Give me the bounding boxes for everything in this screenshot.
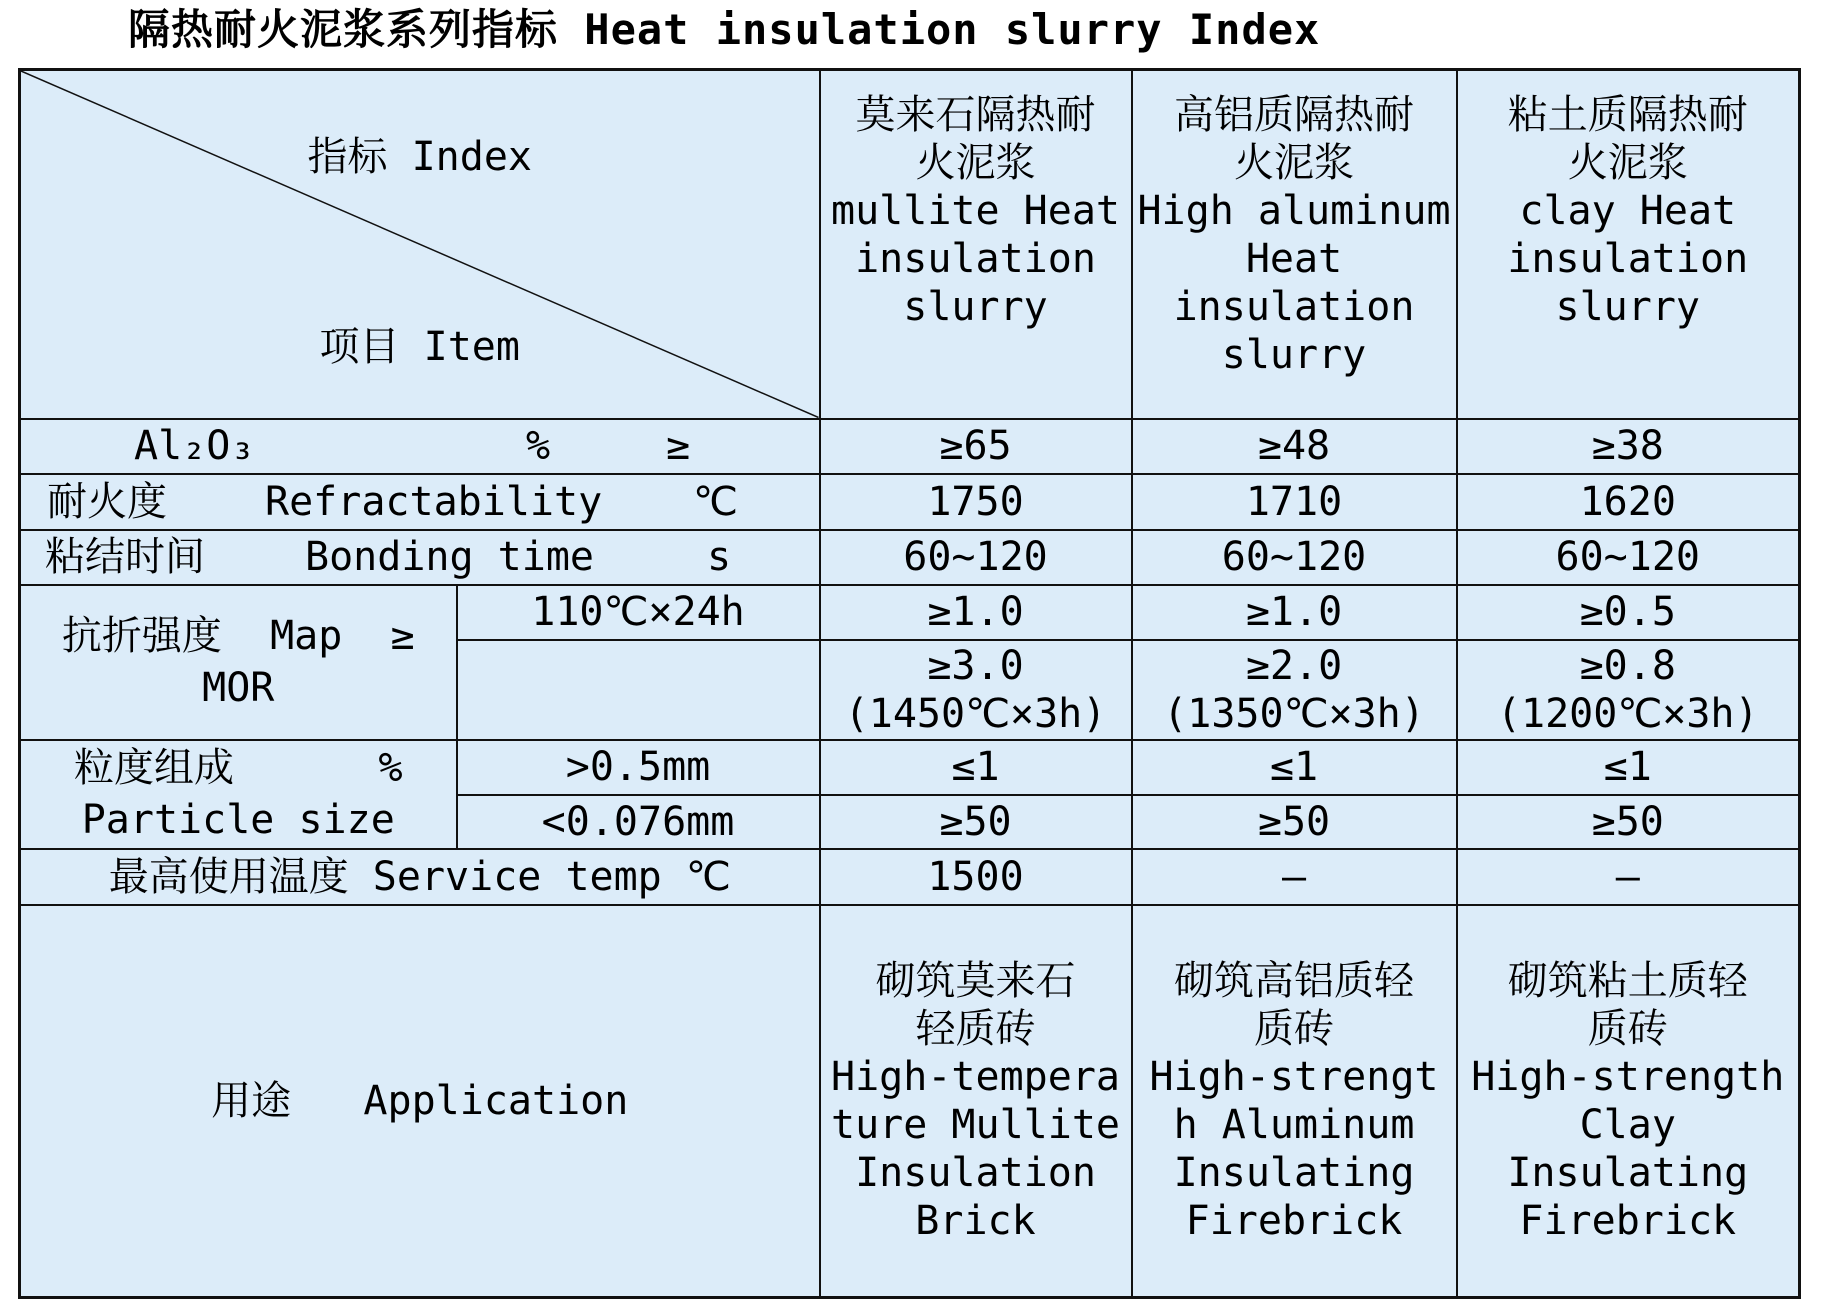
row-mor-110c	[20, 585, 1800, 640]
mor-label-line2: MOR	[202, 665, 275, 711]
row-bonding-time	[20, 530, 1800, 585]
particle-coarse-value-mullite: ≤1	[820, 740, 1132, 795]
row-particle-coarse	[20, 740, 1800, 795]
refractability-unit: ℃	[693, 478, 738, 525]
particle-fine-value-clay: ≥50	[1457, 795, 1800, 849]
refractability-value-high-aluminum: 1710	[1132, 474, 1457, 530]
particle-coarse-value-clay: ≤1	[1457, 740, 1800, 795]
bonding-time-unit: s	[707, 534, 732, 580]
row-label-al2o3	[20, 419, 820, 474]
spec-table	[18, 68, 1801, 1299]
corner-header-cell	[20, 70, 820, 419]
mor-fired-value-mullite: ≥3.0 (1450℃×3h)	[820, 640, 1132, 740]
application-value-clay: 砌筑粘土质轻 质砖 High-strength Clay Insulating Firebrick	[1457, 905, 1800, 1298]
refractability-en: Refractability	[265, 478, 603, 525]
particle-coarse-value-high-aluminum: ≤1	[1132, 740, 1457, 795]
bonding-time-value-mullite: 60~120	[820, 530, 1132, 585]
column-header-clay: 粘土质隔热耐 火泥浆 clay Heat insulation slurry	[1457, 70, 1800, 419]
refractability-cn: 耐火度	[47, 478, 167, 525]
row-al2o3	[20, 419, 1800, 474]
particle-sub1-condition: >0.5mm	[457, 740, 820, 795]
al2o3-formula: Al₂O₃	[134, 423, 255, 469]
mor-sub1-condition: 110℃×24h	[457, 585, 820, 640]
mor-fired-value-high-aluminum: ≥2.0 (1350℃×3h)	[1132, 640, 1457, 740]
mor-110c-value-mullite: ≥1.0	[820, 585, 1132, 640]
al2o3-value-mullite: ≥65	[820, 419, 1132, 474]
al2o3-value-clay: ≥38	[1457, 419, 1800, 474]
al2o3-operator: ≥	[666, 423, 691, 469]
particle-sub2-condition: <0.076mm	[457, 795, 820, 849]
service-temp-value-clay: –	[1457, 849, 1800, 905]
corner-index-label: 指标 Index	[307, 134, 532, 180]
al2o3-unit: %	[526, 423, 551, 469]
service-temp-value-mullite: 1500	[820, 849, 1132, 905]
particle-label-line1: 粒度组成 %	[73, 745, 403, 791]
row-label-application: 用途 Application	[20, 905, 820, 1298]
column-header-high-aluminum: 高铝质隔热耐 火泥浆 High aluminum Heat insulation slurry	[1132, 70, 1457, 419]
bonding-time-value-high-aluminum: 60~120	[1132, 530, 1457, 585]
particle-fine-value-mullite: ≥50	[820, 795, 1132, 849]
column-header-mullite: 莫来石隔热耐 火泥浆 mullite Heat insulation slurry	[820, 70, 1132, 419]
row-label-bonding-time	[20, 530, 820, 585]
bonding-time-cn: 粘结时间	[45, 534, 205, 580]
bonding-time-en: Bonding time	[305, 534, 594, 580]
row-refractability	[20, 474, 1800, 530]
row-application	[20, 905, 1800, 1298]
mor-110c-value-high-aluminum: ≥1.0	[1132, 585, 1457, 640]
service-temp-value-high-aluminum: –	[1132, 849, 1457, 905]
particle-fine-value-high-aluminum: ≥50	[1132, 795, 1457, 849]
application-value-mullite: 砌筑莫来石 轻质砖 High-tempera ture Mullite Insulation Brick	[820, 905, 1132, 1298]
particle-label-line2: Particle size	[81, 797, 395, 843]
mor-label-line1: 抗折强度 Map ≥	[61, 613, 415, 659]
corner-item-label: 项目 Item	[319, 324, 520, 370]
row-label-refractability	[20, 474, 820, 530]
row-header	[20, 70, 1800, 419]
refractability-value-mullite: 1750	[820, 474, 1132, 530]
al2o3-value-high-aluminum: ≥48	[1132, 419, 1457, 474]
row-label-service-temp: 最高使用温度 Service temp ℃	[20, 849, 820, 905]
refractability-value-clay: 1620	[1457, 474, 1800, 530]
mor-110c-value-clay: ≥0.5	[1457, 585, 1800, 640]
bonding-time-value-clay: 60~120	[1457, 530, 1800, 585]
row-label-particle-size	[20, 740, 457, 849]
row-label-mor	[20, 585, 457, 740]
row-service-temp	[20, 849, 1800, 905]
page-title: 隔热耐火泥浆系列指标 Heat insulation slurry Index	[128, 5, 1321, 54]
mor-sub2-condition	[457, 640, 820, 740]
application-value-high-aluminum: 砌筑高铝质轻 质砖 High-strengt h Aluminum Insulating Firebrick	[1132, 905, 1457, 1298]
mor-fired-value-clay: ≥0.8 (1200℃×3h)	[1457, 640, 1800, 740]
